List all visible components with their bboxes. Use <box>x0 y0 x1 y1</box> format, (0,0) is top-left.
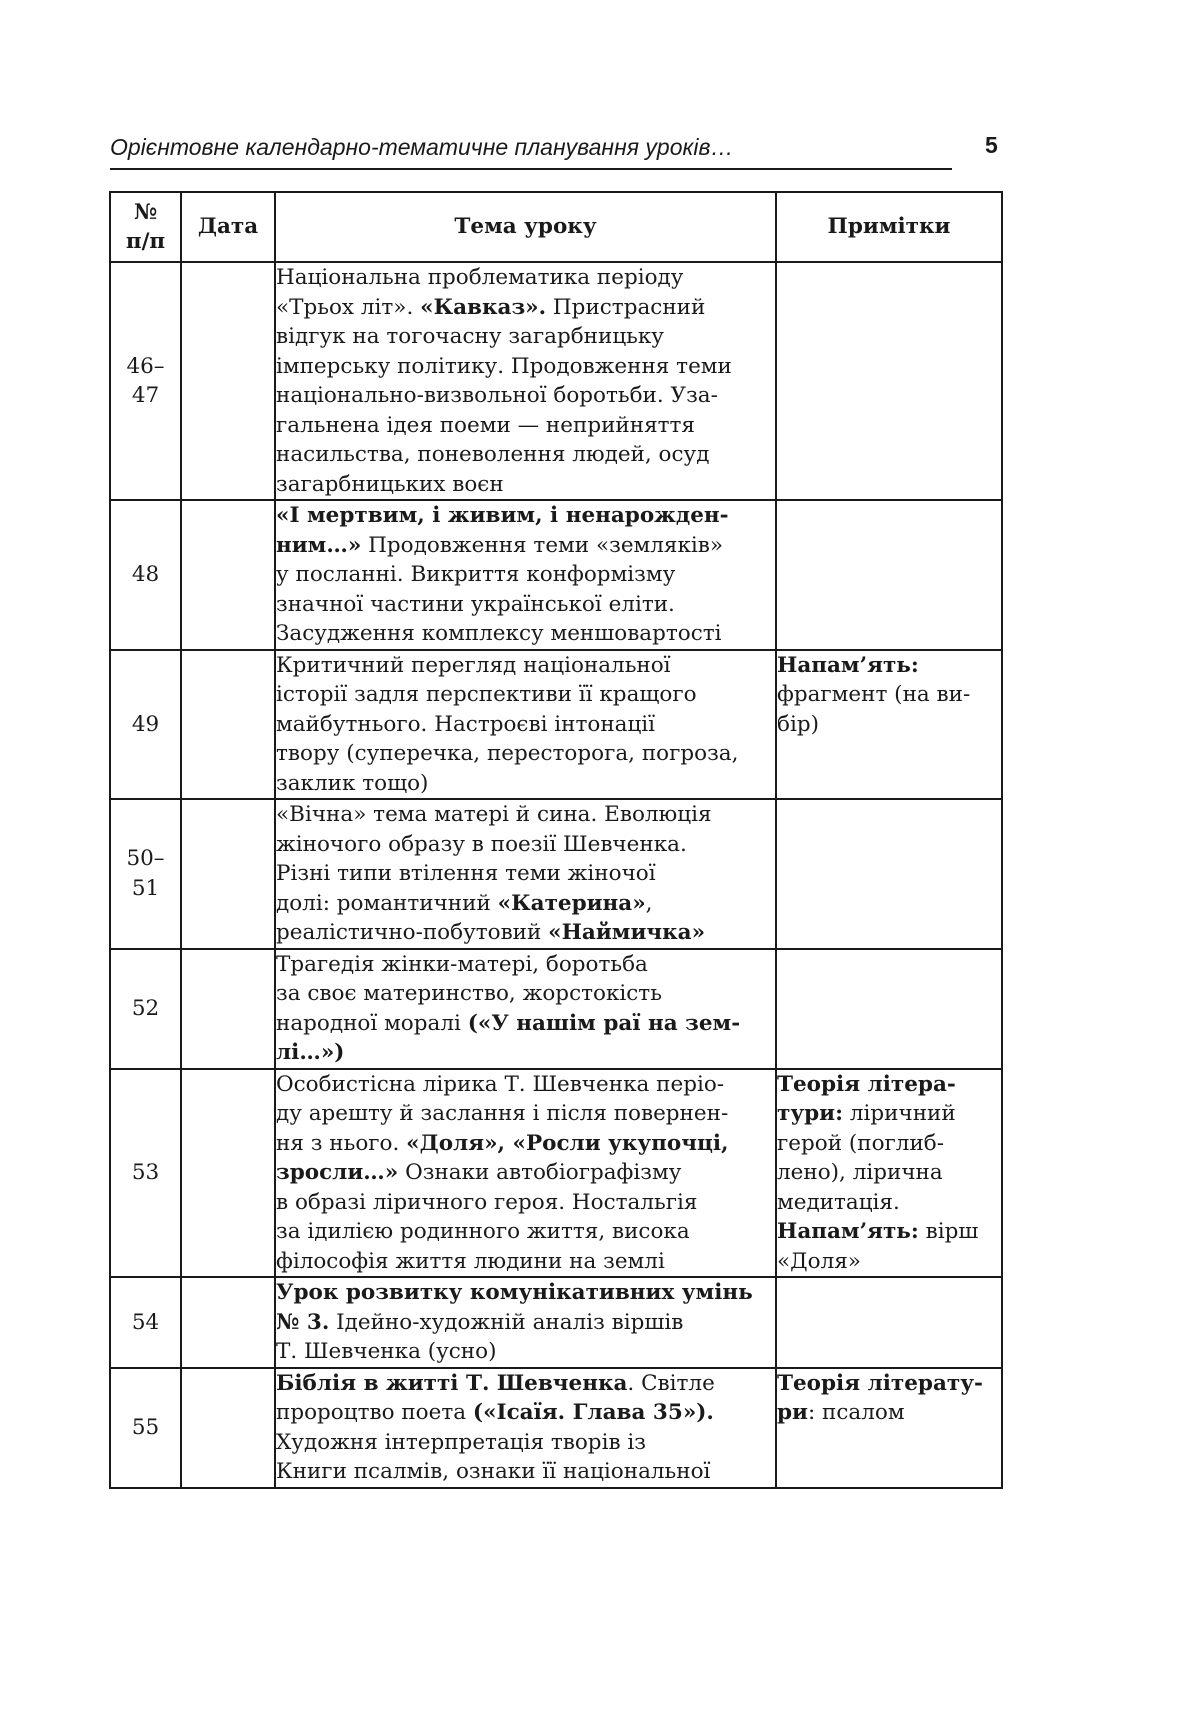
header-rule <box>110 168 952 170</box>
lesson-number-cell <box>110 1069 181 1278</box>
text-run: Різні типи втілення теми жіночої <box>276 861 656 886</box>
text-run: ду арешту й заслання і після повернен- <box>276 1101 729 1126</box>
topic-line <box>276 411 775 441</box>
notes-line <box>777 710 1001 740</box>
topic-line <box>276 322 775 352</box>
topic-line <box>276 1369 775 1399</box>
text-run: насильства, поневолення людей, осуд <box>276 442 710 467</box>
text-run: ним…» <box>276 532 362 558</box>
text-run: за ідилією родинного життя, висока <box>276 1219 690 1244</box>
topic-line <box>276 1308 775 1338</box>
lesson-topic-cell <box>275 262 776 500</box>
text-run: Художня інтерпретація творів із <box>276 1429 646 1455</box>
topic-line <box>276 1129 775 1159</box>
lesson-number-cell <box>110 1277 181 1368</box>
text-run: («Ісаїя. Глава 35»). <box>472 1400 714 1425</box>
topic-line <box>276 1217 775 1247</box>
lesson-number: 50– <box>126 846 165 872</box>
topic-line <box>276 1099 775 1129</box>
text-run: лі…») <box>276 1040 345 1065</box>
text-run: . Світле <box>627 1370 715 1396</box>
text-run: відгук на тогочасну загарбницьку <box>276 324 664 349</box>
date-cell <box>181 1069 275 1278</box>
notes-line <box>777 1158 1001 1188</box>
text-run: № 3. <box>276 1309 330 1335</box>
topic-line <box>276 800 775 830</box>
text-run: медитація. <box>777 1189 900 1215</box>
topic-line <box>276 501 775 531</box>
text-run: Урок розвитку комунікативних умінь <box>276 1280 753 1305</box>
notes-line <box>777 1398 1001 1428</box>
text-run: «Наймичка» <box>548 920 706 945</box>
text-run: твору (суперечка, пересторога, погроза, <box>276 741 739 766</box>
text-run: філософія життя людини на землі <box>276 1248 665 1274</box>
topic-line <box>276 440 775 470</box>
text-run: Трагедія жінки-матері, боротьба <box>276 951 648 977</box>
text-run: гальнена ідея поеми — неприйняття <box>276 412 695 438</box>
text-run: Напам’ять: <box>777 652 919 678</box>
text-run: реалістично-побутовий <box>276 920 549 945</box>
notes-cell <box>776 1368 1002 1488</box>
table-row <box>110 799 1002 949</box>
lesson-number: 54 <box>131 1309 160 1335</box>
text-run: заклик тощо) <box>276 770 429 796</box>
text-run: ри <box>777 1400 808 1425</box>
text-run: Біблія в житті Т. Шевченка <box>276 1370 628 1396</box>
running-title: Орієнтовне календарно-тематичне планування уроків… <box>110 134 734 160</box>
column-header-topic: Тема уроку <box>275 192 776 262</box>
text-run: народної моралі <box>276 1010 468 1036</box>
notes-cell <box>776 799 1002 949</box>
column-header-date: Дата <box>181 192 275 262</box>
table-header-row <box>110 192 1002 262</box>
lesson-number: 52 <box>131 995 160 1021</box>
topic-line <box>276 859 775 889</box>
table-row <box>110 650 1002 800</box>
date-cell <box>181 799 275 949</box>
column-header-number-line: № <box>133 199 158 225</box>
table-row <box>110 262 1002 500</box>
topic-line <box>276 1038 775 1068</box>
text-run: «Доля», «Росли укупочці, <box>406 1130 729 1156</box>
text-run: ліричний <box>843 1101 956 1126</box>
table-row <box>110 500 1002 650</box>
text-run: фрагмент (на ви- <box>777 682 971 707</box>
text-run: («У нашім раї на зем- <box>467 1010 741 1036</box>
text-run: імперську політику. Продовження теми <box>276 353 732 379</box>
table-row <box>110 1277 1002 1368</box>
topic-line <box>276 470 775 500</box>
topic-line <box>276 1337 775 1367</box>
notes-line <box>777 1099 1001 1129</box>
text-run: Засудження комплексу меншовартості <box>276 621 722 646</box>
lesson-topic-cell <box>275 1069 776 1278</box>
lesson-topic-cell <box>275 1368 776 1488</box>
text-run: «Доля» <box>777 1248 861 1274</box>
notes-cell <box>776 650 1002 800</box>
lesson-topic-cell <box>275 650 776 800</box>
topic-line <box>276 590 775 620</box>
lesson-number-cell <box>110 262 181 500</box>
notes-cell <box>776 262 1002 500</box>
topic-line <box>276 651 775 681</box>
topic-line <box>276 1457 775 1487</box>
notes-cell <box>776 1069 1002 1278</box>
text-run: історії задля перспективи її кращого <box>276 682 697 707</box>
lesson-number: 51 <box>131 875 160 901</box>
notes-cell <box>776 949 1002 1069</box>
text-run: Особистісна лірика Т. Шевченка періо- <box>276 1071 725 1097</box>
topic-line <box>276 531 775 561</box>
date-cell <box>181 262 275 500</box>
notes-line <box>777 1129 1001 1159</box>
text-run: загарбницьких воєн <box>276 471 504 497</box>
table-row <box>110 949 1002 1069</box>
column-header-number <box>110 192 181 262</box>
text-run: Напам’ять: <box>777 1219 919 1244</box>
page-number: 5 <box>985 132 998 158</box>
text-run: : псалом <box>807 1400 905 1425</box>
lesson-number-cell <box>110 799 181 949</box>
topic-line <box>276 1009 775 1039</box>
text-run: «І мертвим, і живим, і ненарожден- <box>276 503 729 528</box>
topic-line <box>276 381 775 411</box>
topic-line <box>276 1158 775 1188</box>
topic-line <box>276 979 775 1009</box>
column-header-number-line: п/п <box>125 229 166 254</box>
topic-line <box>276 680 775 710</box>
notes-line <box>777 651 1001 681</box>
topic-line <box>276 1070 775 1100</box>
date-cell <box>181 1368 275 1488</box>
lesson-number-cell <box>110 949 181 1069</box>
lesson-number: 46– <box>126 353 165 379</box>
lesson-number: 53 <box>131 1160 160 1185</box>
column-header-notes: Примітки <box>776 192 1002 262</box>
topic-line <box>276 1247 775 1277</box>
lesson-number: 48 <box>131 562 160 587</box>
topic-line <box>276 950 775 980</box>
text-run: долі: романтичний <box>276 890 498 916</box>
topic-line <box>276 619 775 649</box>
text-run: «Катерина» <box>497 890 646 916</box>
text-run: «Трьох літ». <box>276 294 421 320</box>
notes-line <box>777 1369 1001 1399</box>
lesson-topic-cell <box>275 949 776 1069</box>
lesson-number: 47 <box>131 383 160 408</box>
topic-line <box>276 263 775 293</box>
text-run: зросли…» <box>276 1160 399 1185</box>
text-run: Ознаки автобіографізму <box>398 1160 682 1185</box>
text-run: Національна проблематика періоду <box>276 265 684 290</box>
text-run: Т. Шевченка (усно) <box>276 1339 497 1364</box>
topic-line <box>276 739 775 769</box>
text-run: Критичний перегляд національної <box>276 652 671 678</box>
lesson-number: 55 <box>131 1414 160 1440</box>
lesson-topic-cell <box>275 799 776 949</box>
text-run: значної частини української еліти. <box>276 591 675 617</box>
text-run: вірш <box>918 1219 979 1244</box>
text-run: в образі ліричного героя. Ностальгія <box>276 1189 698 1215</box>
notes-line <box>777 1070 1001 1100</box>
notes-cell <box>776 1277 1002 1368</box>
table-row <box>110 1069 1002 1278</box>
text-run: , <box>645 890 653 916</box>
lesson-number: 49 <box>131 711 160 737</box>
text-run: «Кавказ». <box>420 294 547 320</box>
text-run: Теорія літерату- <box>777 1370 983 1396</box>
topic-line <box>276 1278 775 1308</box>
text-run: Пристрасний <box>546 294 706 320</box>
text-run: за своє материнство, жорстокість <box>276 981 662 1006</box>
text-run: Продовження теми «земляків» <box>361 532 724 558</box>
lesson-topic-cell <box>275 1277 776 1368</box>
text-run: Теорія літера- <box>777 1071 956 1097</box>
topic-line <box>276 1428 775 1458</box>
text-run: бір) <box>777 711 819 737</box>
notes-line <box>777 680 1001 710</box>
text-run: жіночого образу в поезії Шевченка. <box>276 831 687 857</box>
lesson-number-cell <box>110 650 181 800</box>
lesson-plan-table <box>109 191 1003 1489</box>
date-cell <box>181 650 275 800</box>
text-run: пророцтво поета <box>276 1400 473 1425</box>
topic-line <box>276 918 775 948</box>
lesson-number-cell <box>110 500 181 650</box>
notes-cell <box>776 500 1002 650</box>
text-run: лено), лірична <box>777 1160 943 1185</box>
table-row <box>110 1368 1002 1488</box>
text-run: майбутнього. Настроєві інтонації <box>276 711 656 737</box>
topic-line <box>276 769 775 799</box>
table-body <box>110 262 1002 1488</box>
topic-line <box>276 830 775 860</box>
notes-line <box>777 1247 1001 1277</box>
topic-line <box>276 710 775 740</box>
text-run: у посланні. Викриття конформізму <box>276 562 676 587</box>
date-cell <box>181 949 275 1069</box>
topic-line <box>276 1398 775 1428</box>
text-run: ня з нього. <box>276 1130 407 1156</box>
date-cell <box>181 500 275 650</box>
text-run: Ідейно-художній аналіз віршів <box>329 1309 684 1335</box>
text-run: «Вічна» тема матері й сина. Еволюція <box>276 802 712 827</box>
topic-line <box>276 889 775 919</box>
text-run: герой (поглиб- <box>777 1130 944 1156</box>
lesson-topic-cell <box>275 500 776 650</box>
topic-line <box>276 1188 775 1218</box>
topic-line <box>276 293 775 323</box>
text-run: національно-визвольної боротьби. Уза- <box>276 383 718 408</box>
text-run: тури: <box>777 1101 844 1126</box>
text-run: Книги псалмів, ознаки її національної <box>276 1459 711 1484</box>
topic-line <box>276 352 775 382</box>
lesson-number-cell <box>110 1368 181 1488</box>
topic-line <box>276 560 775 590</box>
notes-line <box>777 1217 1001 1247</box>
notes-line <box>777 1188 1001 1218</box>
date-cell <box>181 1277 275 1368</box>
running-header <box>110 130 952 166</box>
